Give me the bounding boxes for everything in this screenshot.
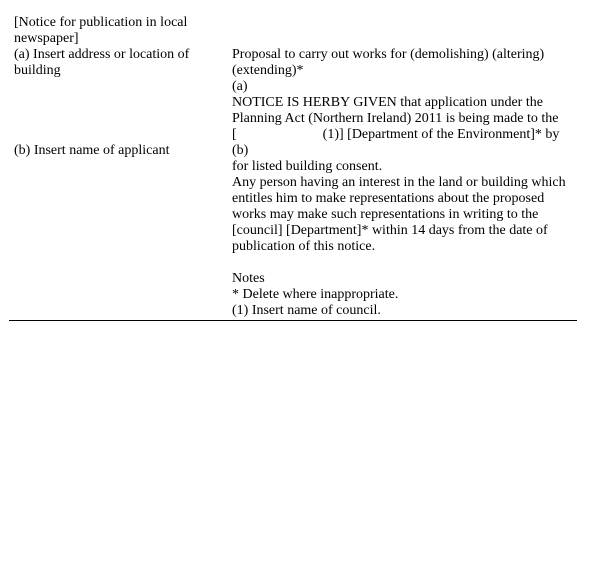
notice-line-1: NOTICE IS HERBY GIVEN that application under the bbox=[232, 95, 543, 110]
notice-line-2: Planning Act (Northern Ireland) 2011 is being made to the bbox=[232, 111, 559, 126]
person-line-5: publication of this notice. bbox=[232, 239, 376, 254]
note-delete: * Delete where inappropriate. bbox=[232, 287, 399, 302]
spacer bbox=[14, 79, 214, 143]
note-a-line-2: building bbox=[14, 63, 61, 78]
marker-a: (a) bbox=[232, 79, 248, 94]
publication-instruction-line-2: newspaper] bbox=[14, 31, 79, 46]
notice-line-3 bbox=[232, 127, 582, 143]
note-a-line-1: (a) Insert address or location of bbox=[14, 47, 190, 62]
note-b: (b) Insert name of applicant bbox=[14, 143, 170, 158]
proposal-line-2: (extending)* bbox=[232, 63, 304, 78]
marker-b: (b) bbox=[232, 143, 249, 158]
notes-heading: Notes bbox=[232, 271, 265, 286]
person-line-1: Any person having an interest in the land or building which bbox=[232, 175, 566, 190]
notice-body bbox=[232, 47, 582, 319]
margin-notes bbox=[14, 15, 214, 159]
council-bracket-open: [ bbox=[232, 127, 237, 142]
person-line-4: [council] [Department]* within 14 days from the date of bbox=[232, 223, 548, 238]
council-bracket-rest: (1)] [Department of the Environment]* by bbox=[322, 127, 560, 142]
proposal-line-1: Proposal to carry out works for (demolishing) (altering) bbox=[232, 47, 545, 62]
note-council: (1) Insert name of council. bbox=[232, 303, 381, 318]
person-line-2: entitles him to make representations about the proposed bbox=[232, 191, 545, 206]
bottom-rule bbox=[9, 320, 577, 321]
consent-line: for listed building consent. bbox=[232, 159, 383, 174]
spacer bbox=[232, 255, 582, 271]
person-line-3: works may make such representations in writing to the bbox=[232, 207, 539, 222]
publication-instruction-line-1: [Notice for publication in local bbox=[14, 15, 188, 30]
